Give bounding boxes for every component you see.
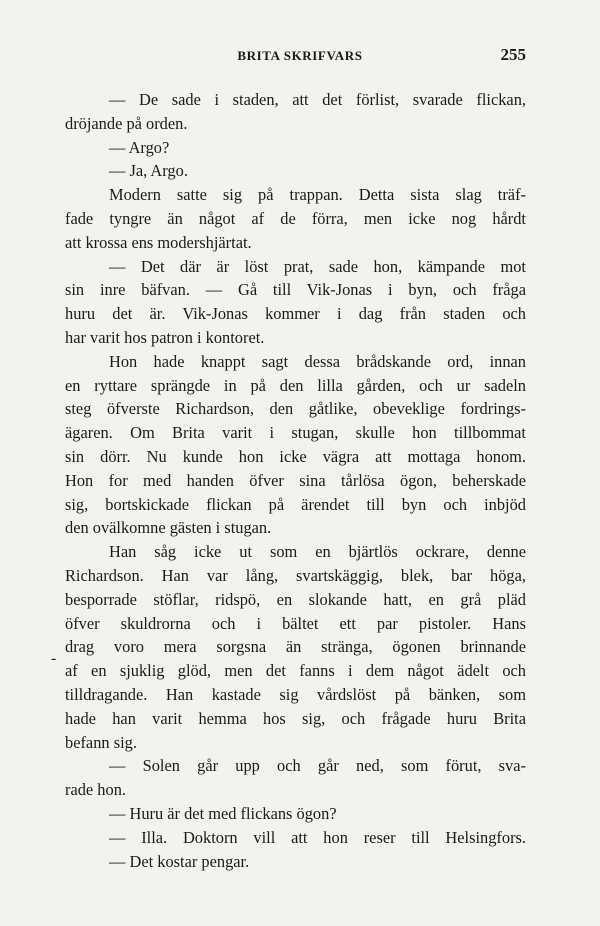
text-line: dröjande på orden. bbox=[65, 113, 188, 133]
page-number: 255 bbox=[500, 45, 526, 64]
text-line: Han såg icke ut som en bjärtlös ockrare, denne bbox=[109, 542, 526, 562]
margin-mark: - bbox=[51, 650, 57, 667]
text-line: ägaren. Om Brita varit i stugan, skulle hon tillbommat bbox=[65, 423, 526, 443]
text-line: sin dörr. Nu kunde hon icke vägra att mottaga honom. bbox=[65, 446, 526, 466]
text-line: steg öfverste Richardson, den gåtlike, obeveklige fordrings- bbox=[65, 399, 526, 419]
text-line: besporrade stöflar, ridspö, en slokande hatt, en grå pläd bbox=[65, 589, 526, 609]
text-line: rade hon. bbox=[65, 780, 126, 800]
text-line: befann sig. bbox=[65, 732, 137, 752]
text-line: — Det kostar pengar. bbox=[109, 851, 250, 871]
text-line: Hon hade knappt sagt dessa brådskande ord, innan bbox=[109, 351, 526, 371]
text-line: — Illa. Doktorn vill att hon reser till Helsingfors. bbox=[109, 827, 526, 847]
text-line: — Argo? bbox=[109, 137, 170, 157]
text-line: huru det är. Vik-Jonas kommer i dag från staden och bbox=[65, 304, 526, 324]
text-line: den ovälkomne gästen i stugan. bbox=[65, 518, 272, 538]
text-line: att krossa ens modershjärtat. bbox=[65, 232, 252, 252]
text-line: har varit hos patron i kontoret. bbox=[65, 327, 265, 347]
text-line: drag voro mera sorgsna än stränga, ögonen brinnande bbox=[65, 637, 526, 657]
text-line: — Huru är det med flickans ögon? bbox=[109, 803, 337, 823]
text-line: — Det där är löst prat, sade hon, kämpande mot bbox=[109, 256, 526, 276]
text-line: sin inre bäfvan. — Gå till Vik-Jonas i byn, och fråga bbox=[65, 280, 526, 300]
text-line: Modern satte sig på trappan. Detta sista slag träf- bbox=[109, 185, 526, 205]
text-line: en ryttare sprängde in på den lilla gården, och ur sadeln bbox=[65, 375, 526, 395]
text-line: hade han varit hemma hos sig, och frågade huru Brita bbox=[65, 708, 526, 728]
text-line: Hon for med handen öfver sina tårlösa ögon, beherskade bbox=[65, 470, 526, 490]
text-line: öfver skuldrorna och i bältet ett par pistoler. Hans bbox=[65, 613, 526, 633]
text-line: — Solen går upp och går ned, som förut, sva- bbox=[109, 756, 526, 776]
text-line: fade tyngre än något af de förra, men icke nog hårdt bbox=[65, 208, 526, 228]
running-title: BRITA SKRIFVARS bbox=[237, 48, 363, 63]
text-line: Richardson. Han var lång, svartskäggig, blek, bar höga, bbox=[65, 565, 526, 585]
text-line: — Ja, Argo. bbox=[109, 161, 188, 181]
text-line: af en sjuklig glöd, men det fanns i dem något ädelt och bbox=[65, 661, 526, 681]
text-line: — De sade i staden, att det förlist, svarade flickan, bbox=[109, 90, 526, 109]
text-line: tilldragande. Han kastade sig vårdslöst på bänken, som bbox=[65, 684, 526, 704]
page-header bbox=[74, 45, 526, 72]
text-line: sig, bortskickade flickan på ärendet till byn och inbjöd bbox=[65, 494, 526, 514]
body-text bbox=[65, 88, 526, 873]
